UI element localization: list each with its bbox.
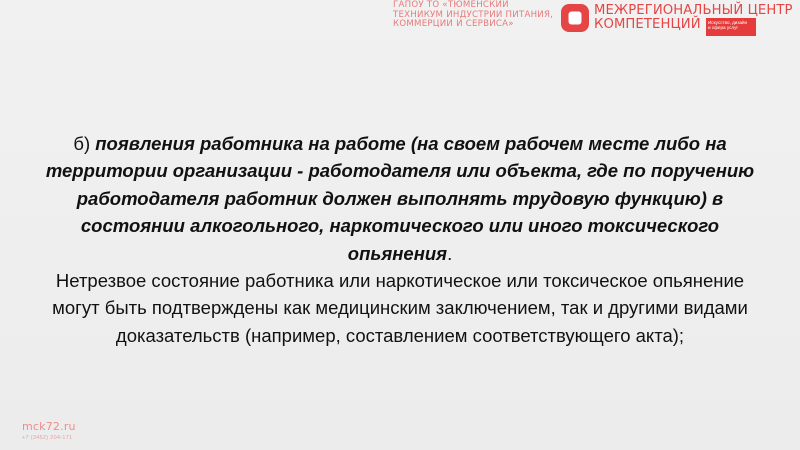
org-name-line-3: КОММЕРЦИИ И СЕРВИСА» <box>393 19 514 30</box>
regular-statement: Нетрезвое состояние работника или наркотическое или токсическое опьянение могут быть подтверждены как медицинским заключением, так и другими видами доказательств (например, составлением соответствующего акта); <box>52 270 748 346</box>
org-name-line-1: ГАПОУ ТО «ТЮМЕНСКИЙ <box>393 0 509 10</box>
tagline-badge <box>706 18 756 36</box>
tagline-line-1: Искусство, дизайн <box>708 19 748 25</box>
bold-statement: появления работника на работе (на своем рабочем месте либо на территории организации - работодателя или объекта, где по поручению работодателя работник должен выполнять трудовую функцию) в состоянии алкогольного, наркотического или иного токсического опьянения <box>45 133 755 264</box>
tagline-line-2: и сфера услуг <box>708 25 739 31</box>
item-prefix: б) <box>73 133 96 154</box>
center-title-line-2: КОМПЕТЕНЦИЙ <box>594 17 701 33</box>
center-title <box>594 4 800 33</box>
footer-site: mck72.ru <box>22 420 76 433</box>
footer-phone: +7 (3452) 204-171 <box>22 435 73 441</box>
org-name-line-2: ТЕХНИКУМ ИНДУСТРИИ ПИТАНИЯ, <box>393 9 554 20</box>
bold-statement-period: . <box>447 242 453 264</box>
main-text <box>40 130 760 349</box>
red-square-ring-logo-icon <box>560 3 590 33</box>
center-title-line-1: МЕЖРЕГИОНАЛЬНЫЙ ЦЕНТР <box>594 3 793 18</box>
org-name <box>393 1 558 30</box>
